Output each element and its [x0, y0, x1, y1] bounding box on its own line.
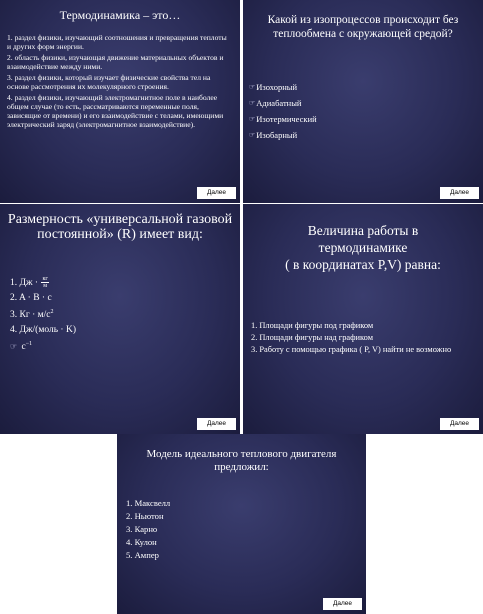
answer-label: Изотермический — [256, 114, 317, 124]
title-line: ( в координатах P,V) равна: — [285, 257, 441, 272]
answer-option[interactable]: 2. Площади фигуры над графиком — [251, 333, 374, 342]
answer-option[interactable] — [249, 82, 317, 92]
answer-option[interactable]: 1. Площади фигуры под графиком — [251, 321, 374, 330]
answer-option[interactable] — [10, 337, 76, 355]
next-button[interactable]: Далее — [440, 418, 479, 430]
superscript: 2 — [50, 309, 54, 315]
answer-label: 1. Дж · — [10, 278, 39, 288]
answer-option[interactable] — [10, 291, 76, 306]
answer-list — [251, 320, 479, 356]
hand-pointer-icon: ☞ — [249, 115, 256, 123]
slide-title: Размерность «универсальной газовой постоянной» (R) имеет вид: — [7, 212, 233, 242]
slide-work-value — [243, 204, 483, 434]
hand-pointer-icon: ☞ — [249, 83, 256, 91]
answer-label: Адиабатный — [256, 98, 302, 108]
slide-title: Модель идеального теплового двигателя предложил: — [146, 448, 337, 473]
hand-pointer-icon: ☞ — [249, 131, 256, 139]
next-button[interactable]: Далее — [197, 187, 236, 199]
slide-gas-constant-dimension — [0, 204, 240, 434]
hand-pointer-icon: ☞ — [10, 342, 18, 352]
title-line: термодинамике — [318, 240, 408, 255]
answer-option[interactable]: 1. Максвелл — [126, 498, 171, 508]
answer-list — [10, 276, 76, 355]
answer-option[interactable] — [249, 98, 317, 108]
answer-option[interactable]: 2. Ньютон — [126, 511, 164, 521]
fraction-numerator: кг — [42, 276, 48, 283]
title-line: Величина работы в — [307, 223, 419, 238]
fraction — [41, 276, 48, 289]
answer-list — [7, 33, 232, 131]
slide-thermodynamics-definition — [0, 0, 240, 203]
answer-option[interactable]: 4. раздел физики, изучающий электромагнитное поле в наиболее общем случае (то есть, рассматриваются переменные поля, зависящие от времени) и его взаимодействие с телами, имеющими электрический заряд (электромагнитное взаимодействие). — [7, 93, 224, 129]
hand-pointer-icon: ☞ — [249, 99, 256, 107]
answer-option[interactable]: 1. раздел физики, изучающий соотношения и превращения теплоты и других форм энергии. — [7, 33, 227, 51]
answer-label: c — [21, 342, 26, 353]
next-button[interactable]: Далее — [323, 598, 362, 610]
answer-label: 3. Кг · м/c — [10, 310, 51, 321]
slide-heat-engine-model — [117, 434, 366, 614]
answer-label: 2. A · B · c — [10, 292, 52, 303]
slide-title: Какой из изопроцессов происходит без теплообмена с окружающей средой? — [267, 14, 459, 40]
answer-option[interactable]: 3. Работу с помощью графика ( P, V) найти не возможно — [251, 345, 452, 354]
answer-option[interactable] — [249, 130, 317, 140]
answer-label: Изобарный — [256, 130, 298, 140]
slide-isoprocess-question — [243, 0, 483, 203]
answer-option[interactable]: 5. Ампер — [126, 550, 159, 560]
next-button[interactable]: Далее — [197, 418, 236, 430]
superscript: −1 — [25, 341, 33, 348]
answer-option[interactable]: 4. Кулон — [126, 537, 157, 547]
slide-title — [243, 222, 483, 273]
answer-label: 4. Дж/(моль · K) — [10, 324, 76, 335]
answer-option[interactable] — [249, 114, 317, 124]
answer-option[interactable] — [10, 305, 76, 323]
answer-label: Изохорный — [256, 82, 298, 92]
answer-option[interactable]: 2. область физики, изучающая движение материальных объектов и взаимодействие между ними. — [7, 53, 224, 71]
answer-list — [249, 82, 317, 146]
next-button[interactable]: Далее — [440, 187, 479, 199]
slide-title: Термодинамика – это… — [59, 8, 181, 22]
answer-list — [126, 497, 170, 562]
answer-option[interactable] — [10, 276, 76, 291]
fraction-denominator: м — [43, 283, 48, 290]
answer-option[interactable] — [10, 323, 76, 338]
answer-option[interactable]: 3. раздел физики, который изучает физические свойства тел на основе рассмотрения их молекулярного строения. — [7, 73, 211, 91]
answer-option[interactable]: 3. Карно — [126, 524, 158, 534]
